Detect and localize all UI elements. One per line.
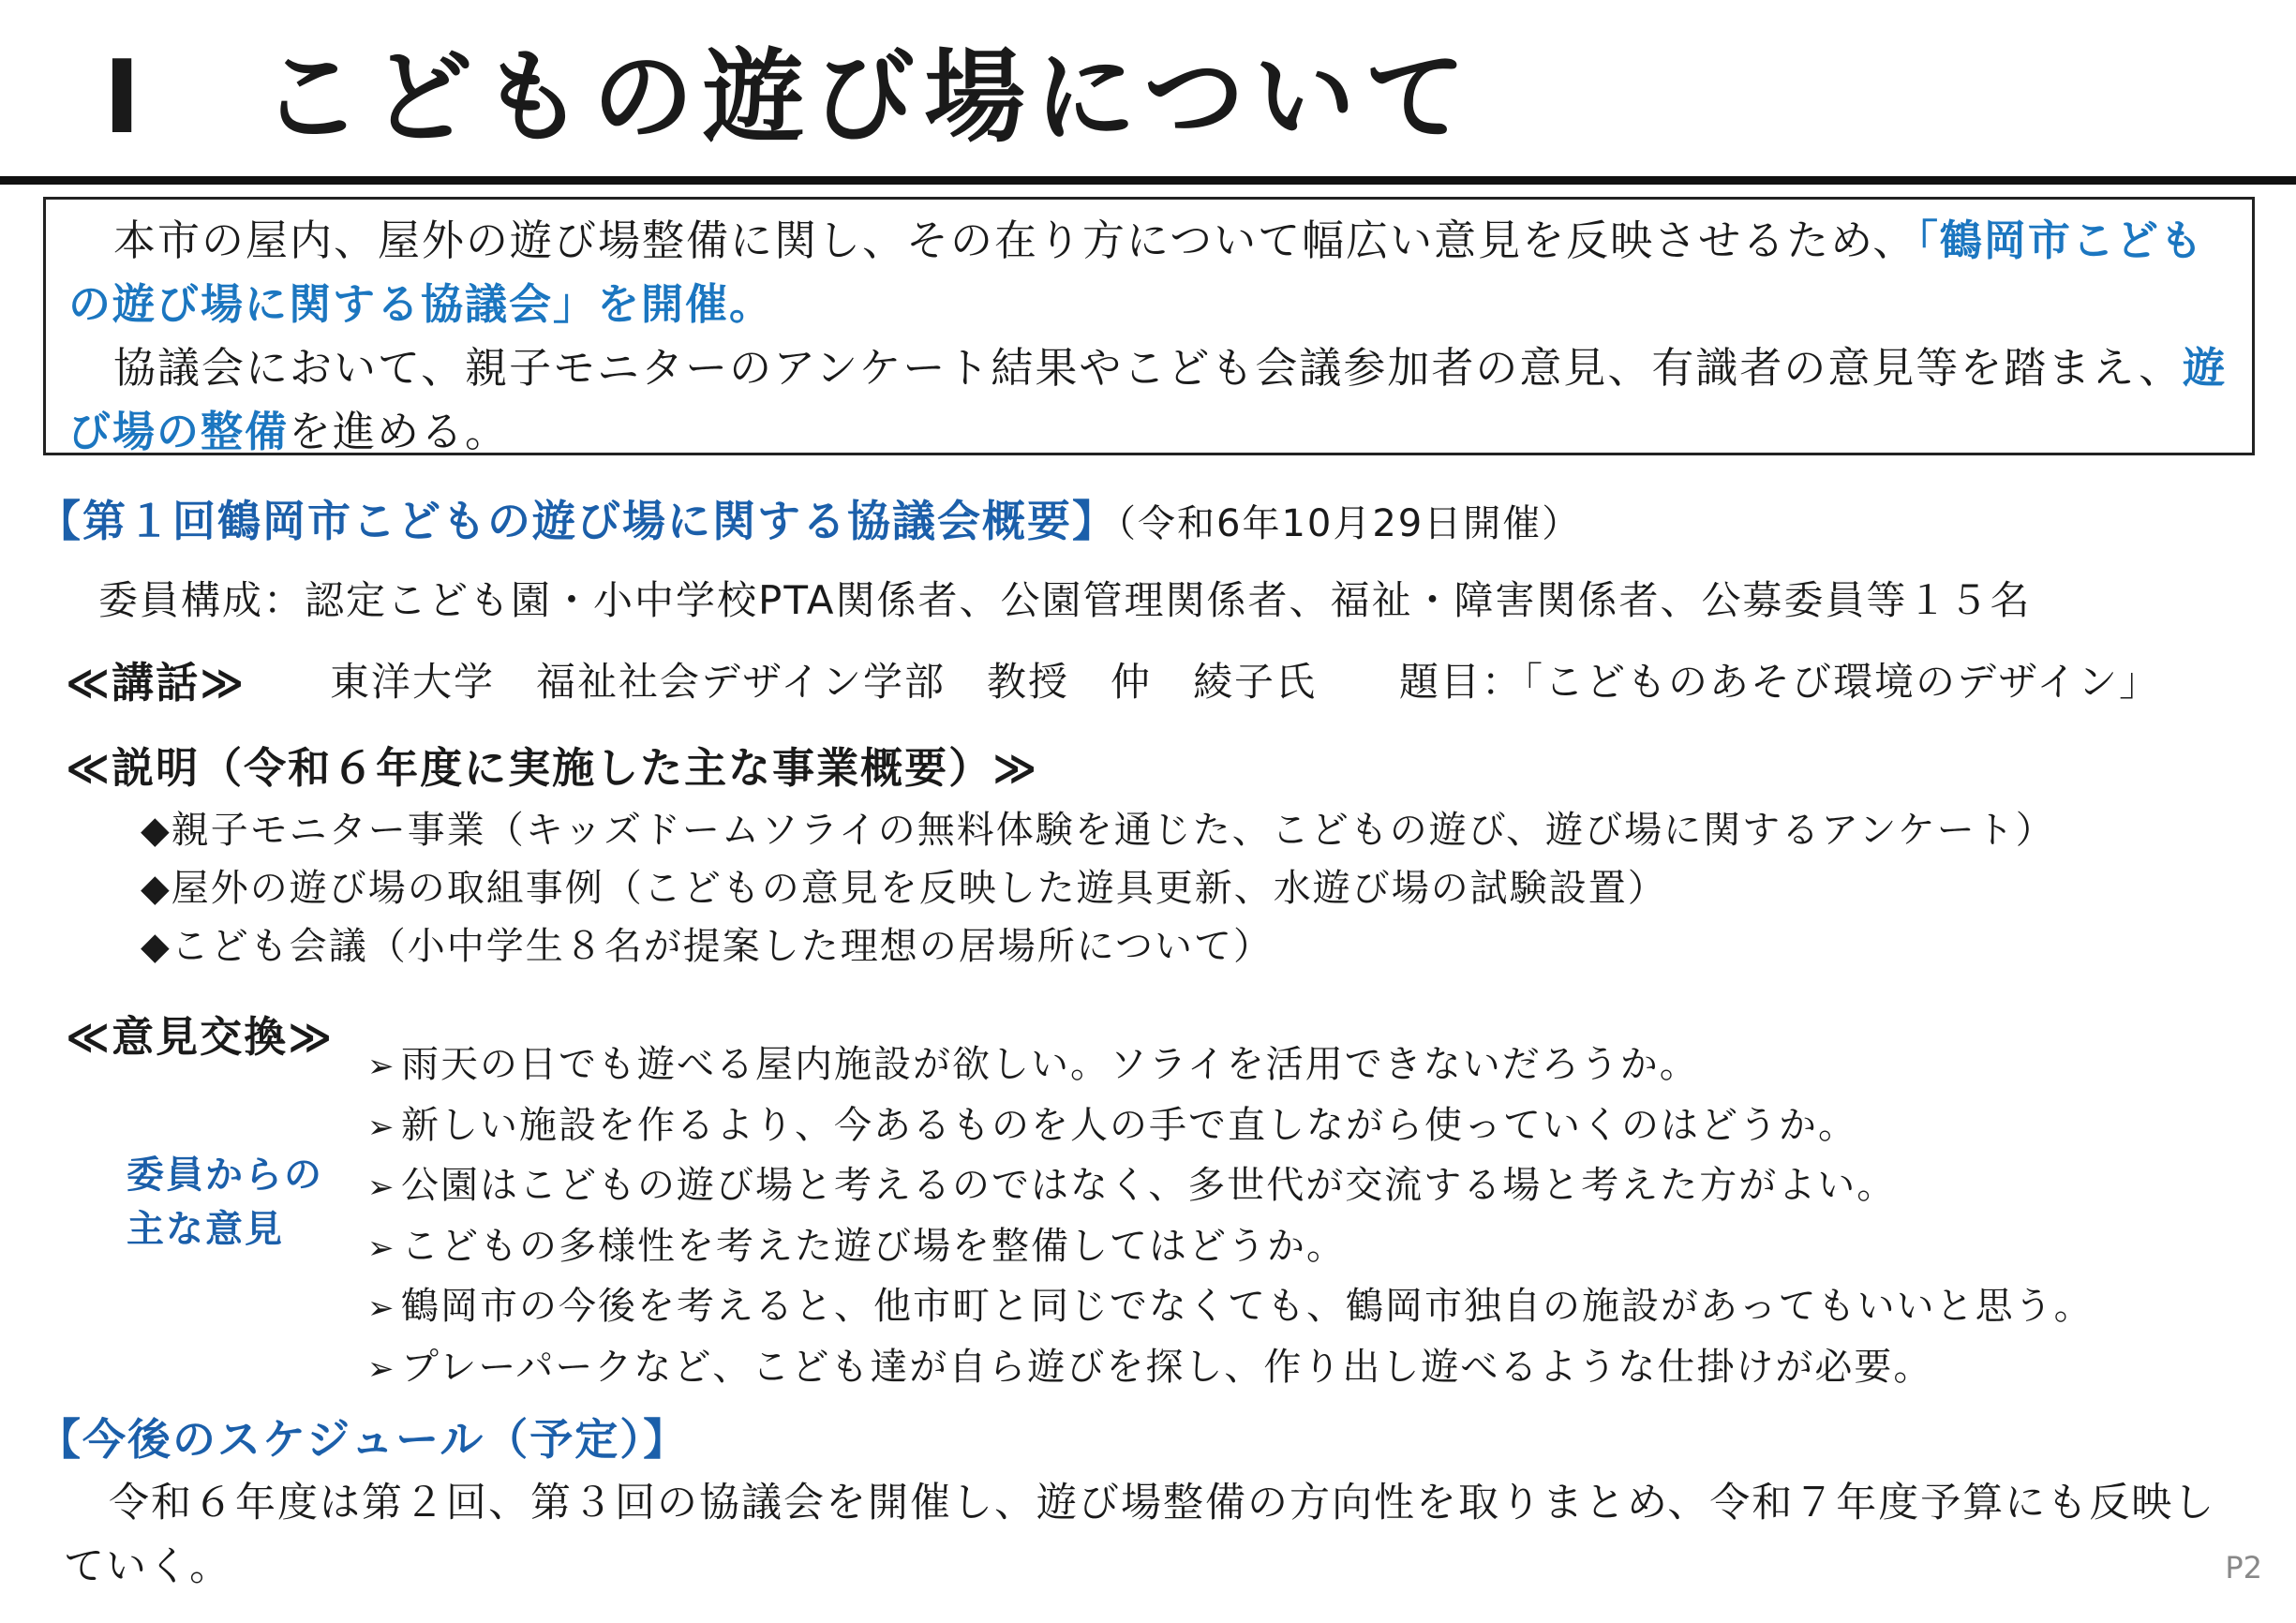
schedule-text-block bbox=[64, 1471, 2247, 1599]
intro-text: 本市の屋内、屋外の遊び場整備に関し、その在り方について幅広い意見を反映させるため、 bbox=[113, 216, 1917, 265]
intro-highlight-council: 「鶴岡市こどもの遊び場に関する協議会」を開催。 bbox=[68, 216, 2204, 329]
explain-label: ≪説明（令和６年度に実施した主な事業概要）≫ bbox=[66, 743, 1039, 793]
lecture-label: ≪講話≫ bbox=[66, 658, 246, 707]
opinion-text: 新しい施設を作るより、今あるものを人の手で直しながら使っていくのはどうか。 bbox=[401, 1103, 1857, 1147]
opinion-text: こどもの多様性を考えた遊び場を整備してはどうか。 bbox=[401, 1224, 1346, 1268]
arrow-bullet-icon: ➢ bbox=[367, 1349, 396, 1388]
meeting-date: （令和6年10月29日開催） bbox=[1117, 502, 1582, 545]
opinion-label-line2: 主な意見 bbox=[127, 1208, 284, 1251]
list-item: ◆こども会議（小中学生８名が提案した理想の居場所について） bbox=[141, 925, 1273, 968]
intro-text: を進める。 bbox=[289, 407, 510, 456]
title-divider bbox=[0, 176, 2296, 185]
list-item bbox=[367, 1338, 2094, 1399]
meeting-heading bbox=[37, 487, 1581, 549]
list-item bbox=[367, 1156, 2094, 1217]
arrow-bullet-icon: ➢ bbox=[367, 1108, 396, 1146]
members-line: 委員構成：認定こども園・小中学校PTA関係者、公園管理関係者、福祉・障害関係者、公募委員等１５名 bbox=[98, 577, 2032, 623]
list-item bbox=[367, 1277, 2094, 1338]
intro-box bbox=[43, 197, 2255, 455]
opinion-text: 雨天の日でも遊べる屋内施設が欲しい。ソライを活用できないだろうか。 bbox=[401, 1043, 1699, 1086]
list-item bbox=[367, 1096, 2094, 1157]
exchange-label: ≪意見交換≫ bbox=[66, 1012, 335, 1062]
arrow-bullet-icon: ➢ bbox=[367, 1048, 396, 1085]
schedule-heading: 【今後のスケジュール（予定）】 bbox=[37, 1414, 689, 1465]
intro-paragraph-1 bbox=[68, 209, 2229, 336]
meeting-heading-text: 【第１回鶴岡市こどもの遊び場に関する協議会概要】 bbox=[37, 496, 1117, 546]
opinion-list bbox=[367, 1035, 2094, 1398]
intro-text: 協議会において、親子モニターのアンケート結果やこども会議参加者の意見、有識者の意見等を踏まえ、 bbox=[113, 343, 2184, 393]
opinion-text: 鶴岡市の今後を考えると、他市町と同じでなくても、鶴岡市独自の施設があってもいいと思う。 bbox=[401, 1285, 2094, 1328]
list-item: ◆親子モニター事業（キッズドームソライの無料体験を通じた、こどもの遊び、遊び場に関するアンケート） bbox=[141, 809, 2055, 852]
list-item: ◆屋外の遊び場の取組事例（こどもの意見を反映した遊具更新、水遊び場の試験設置） bbox=[141, 867, 1667, 910]
opinion-text: 公園はこどもの遊び場と考えるのではなく、多世代が交流する場と考えた方がよい。 bbox=[401, 1164, 1897, 1207]
intro-highlight-playground: 遊び場の整備 bbox=[68, 343, 2228, 456]
opinion-label-line1: 委員からの bbox=[127, 1154, 323, 1197]
page-title: Ⅰ こどもの遊び場について bbox=[103, 39, 1476, 156]
arrow-bullet-icon: ➢ bbox=[367, 1228, 396, 1267]
intro-paragraph-2 bbox=[68, 336, 2229, 464]
list-item bbox=[367, 1217, 2094, 1278]
lecture-text: 東洋大学 福祉社会デザイン学部 教授 仲 綾子氏 題目：「こどものあそび環境のデザイン」 bbox=[330, 659, 2161, 705]
page-number: P2 bbox=[2225, 1550, 2262, 1586]
explain-list bbox=[141, 801, 2055, 975]
list-item bbox=[367, 1035, 2094, 1096]
arrow-bullet-icon: ➢ bbox=[367, 1169, 396, 1206]
schedule-text: 令和６年度は第２回、第３回の協議会を開催し、遊び場整備の方向性を取りまとめ、令和７年度予算にも反映していく。 bbox=[64, 1480, 2216, 1590]
opinion-label bbox=[127, 1148, 323, 1257]
opinion-text: プレーパークなど、こども達が自ら遊びを探し、作り出し遊べるような仕掛けが必要。 bbox=[401, 1345, 1933, 1389]
arrow-bullet-icon: ➢ bbox=[367, 1289, 396, 1327]
